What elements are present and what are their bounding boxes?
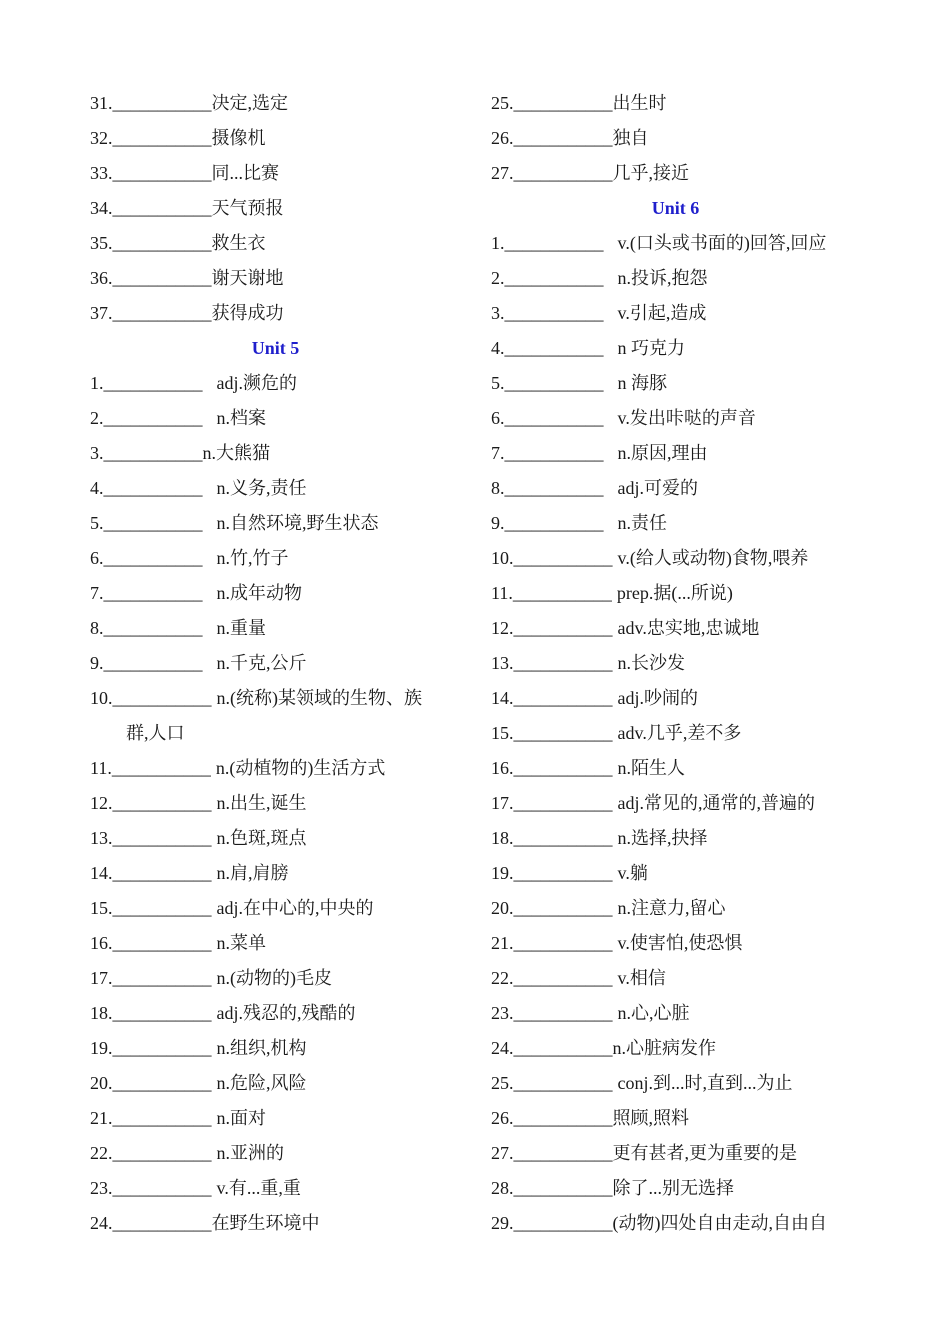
definition: 除了...别无选择 xyxy=(612,1178,734,1198)
item-number: 7. xyxy=(491,443,505,463)
vocab-item xyxy=(90,611,465,646)
answer-blank[interactable]: ___________ xyxy=(112,1038,212,1058)
vocab-item xyxy=(90,1206,465,1241)
item-number: 35. xyxy=(90,233,113,253)
answer-blank[interactable]: ___________ xyxy=(103,478,203,498)
item-number: 9. xyxy=(491,513,505,533)
answer-blank[interactable]: ___________ xyxy=(513,1108,613,1128)
left-column xyxy=(90,86,465,1241)
item-number: 33. xyxy=(90,163,113,183)
item-number: 12. xyxy=(491,618,514,638)
item-number: 6. xyxy=(491,408,505,428)
definition: n 巧克力 xyxy=(617,338,685,358)
vocab-item xyxy=(491,541,866,576)
item-number: 20. xyxy=(90,1073,113,1093)
item-number: 7. xyxy=(90,583,104,603)
answer-blank[interactable]: ___________ xyxy=(112,688,212,708)
item-number: 9. xyxy=(90,653,104,673)
definition: (动物)四处自由走动,自由自 xyxy=(612,1213,827,1233)
vocab-item xyxy=(491,1171,866,1206)
vocab-item xyxy=(491,611,866,646)
definition: 天气预报 xyxy=(211,198,284,218)
item-number: 18. xyxy=(491,828,514,848)
vocab-item xyxy=(491,856,866,891)
answer-blank[interactable]: ___________ xyxy=(512,583,612,603)
item-number: 27. xyxy=(491,1143,514,1163)
answer-blank[interactable]: ___________ xyxy=(112,1143,212,1163)
item-number: 17. xyxy=(90,968,113,988)
vocab-item xyxy=(90,86,465,121)
definition: n.投诉,抱怨 xyxy=(617,268,708,288)
vocab-item xyxy=(90,471,465,506)
item-number: 19. xyxy=(491,863,514,883)
definition: v.(给人或动物)食物,喂养 xyxy=(617,548,809,568)
definition: 获得成功 xyxy=(211,303,284,323)
answer-blank[interactable]: ___________ xyxy=(112,93,212,113)
item-number: 21. xyxy=(491,933,514,953)
answer-blank[interactable]: ___________ xyxy=(103,653,203,673)
item-number: 22. xyxy=(491,968,514,988)
item-number: 32. xyxy=(90,128,113,148)
vocab-item xyxy=(90,821,465,856)
vocab-item xyxy=(491,1066,866,1101)
vocab-item xyxy=(491,226,866,261)
definition: n.(统称)某领域的生物、族 xyxy=(216,688,422,708)
item-number: 8. xyxy=(491,478,505,498)
vocab-item xyxy=(90,576,465,611)
definition: n.原因,理由 xyxy=(617,443,708,463)
answer-blank[interactable]: ___________ xyxy=(513,128,613,148)
answer-blank[interactable]: ___________ xyxy=(504,233,604,253)
definition: adj.可爱的 xyxy=(617,478,698,498)
vocab-item xyxy=(491,786,866,821)
vocab-item xyxy=(90,296,465,331)
vocab-item xyxy=(90,1136,465,1171)
definition: n.心脏病发作 xyxy=(612,1038,716,1058)
item-number: 11. xyxy=(491,583,513,603)
item-number: 17. xyxy=(491,793,514,813)
item-number: 14. xyxy=(90,863,113,883)
vocab-item xyxy=(491,996,866,1031)
item-number: 16. xyxy=(491,758,514,778)
definition: v.有...重,重 xyxy=(216,1178,301,1198)
answer-blank[interactable]: ___________ xyxy=(513,968,613,988)
answer-blank[interactable]: ___________ xyxy=(112,198,212,218)
answer-blank[interactable]: ___________ xyxy=(504,303,604,323)
definition: 更有甚者,更为重要的是 xyxy=(612,1143,797,1163)
definition: n.义务,责任 xyxy=(216,478,307,498)
item-number: 34. xyxy=(90,198,113,218)
answer-blank[interactable]: ___________ xyxy=(513,93,613,113)
definition: n.菜单 xyxy=(216,933,266,953)
vocab-item xyxy=(491,366,866,401)
answer-blank[interactable]: ___________ xyxy=(504,408,604,428)
item-number: 12. xyxy=(90,793,113,813)
item-number: 1. xyxy=(491,233,505,253)
vocab-item xyxy=(90,1171,465,1206)
definition: n 海豚 xyxy=(617,373,667,393)
answer-blank[interactable]: ___________ xyxy=(103,443,203,463)
definition: 独自 xyxy=(612,128,649,148)
answer-blank[interactable]: ___________ xyxy=(112,1178,212,1198)
vocab-item xyxy=(90,401,465,436)
answer-blank[interactable]: ___________ xyxy=(504,268,604,288)
answer-blank[interactable]: ___________ xyxy=(111,758,211,778)
item-number: 13. xyxy=(491,653,514,673)
answer-blank[interactable]: ___________ xyxy=(112,303,212,323)
vocab-item xyxy=(491,1101,866,1136)
definition: adj.在中心的,中央的 xyxy=(216,898,374,918)
answer-blank[interactable]: ___________ xyxy=(513,1003,613,1023)
definition: n.重量 xyxy=(216,618,266,638)
vocab-item xyxy=(90,891,465,926)
definition: prep.据(...所说) xyxy=(616,583,733,603)
item-number: 28. xyxy=(491,1178,514,1198)
answer-blank[interactable]: ___________ xyxy=(112,233,212,253)
definition: n.亚洲的 xyxy=(216,1143,284,1163)
vocab-item xyxy=(491,261,866,296)
answer-blank[interactable]: ___________ xyxy=(112,898,212,918)
item-number: 4. xyxy=(90,478,104,498)
item-number: 14. xyxy=(491,688,514,708)
answer-blank[interactable]: ___________ xyxy=(504,478,604,498)
vocab-item xyxy=(491,121,866,156)
vocab-item xyxy=(90,961,465,996)
item-number: 21. xyxy=(90,1108,113,1128)
item-number: 2. xyxy=(491,268,505,288)
vocab-item xyxy=(491,681,866,716)
item-number: 26. xyxy=(491,128,514,148)
definition: 同...比赛 xyxy=(211,163,279,183)
vocab-item xyxy=(90,156,465,191)
definition: n.出生,诞生 xyxy=(216,793,307,813)
item-number: 13. xyxy=(90,828,113,848)
answer-blank[interactable]: ___________ xyxy=(112,828,212,848)
definition: n.自然环境,野生状态 xyxy=(216,513,379,533)
item-number: 19. xyxy=(90,1038,113,1058)
definition: adv.几乎,差不多 xyxy=(617,723,742,743)
answer-blank[interactable]: ___________ xyxy=(112,933,212,953)
vocab-item xyxy=(90,366,465,401)
definition: 决定,选定 xyxy=(211,93,288,113)
definition: n.大熊猫 xyxy=(202,443,270,463)
answer-blank[interactable]: ___________ xyxy=(103,513,203,533)
vocab-item xyxy=(491,891,866,926)
definition: n.档案 xyxy=(216,408,266,428)
item-number: 6. xyxy=(90,548,104,568)
vocab-item xyxy=(90,926,465,961)
definition: n.千克,公斤 xyxy=(216,653,307,673)
definition-continuation: 群,人口 xyxy=(126,723,185,743)
item-number: 8. xyxy=(90,618,104,638)
vocab-item xyxy=(90,261,465,296)
vocab-item xyxy=(491,506,866,541)
answer-blank[interactable]: ___________ xyxy=(112,163,212,183)
item-number: 23. xyxy=(491,1003,514,1023)
definition: 摄像机 xyxy=(211,128,266,148)
item-number: 29. xyxy=(491,1213,514,1233)
answer-blank[interactable]: ___________ xyxy=(112,1108,212,1128)
item-number: 3. xyxy=(90,443,104,463)
vocab-item xyxy=(90,786,465,821)
definition: n.组织,机构 xyxy=(216,1038,307,1058)
item-number: 18. xyxy=(90,1003,113,1023)
definition: conj.到...时,直到...为止 xyxy=(617,1073,793,1093)
item-number: 15. xyxy=(90,898,113,918)
item-number: 27. xyxy=(491,163,514,183)
item-number: 10. xyxy=(90,688,113,708)
answer-blank[interactable]: ___________ xyxy=(103,583,203,603)
item-number: 26. xyxy=(491,1108,514,1128)
answer-blank[interactable]: ___________ xyxy=(112,1003,212,1023)
vocab-item xyxy=(491,471,866,506)
vocab-item xyxy=(491,1206,866,1241)
vocab-item xyxy=(90,436,465,471)
vocab-item xyxy=(90,226,465,261)
definition: adv.忠实地,忠诚地 xyxy=(617,618,760,638)
vocab-item xyxy=(90,506,465,541)
vocab-item xyxy=(491,1031,866,1066)
definition: n.竹,竹子 xyxy=(216,548,289,568)
vocab-item xyxy=(90,681,465,716)
answer-blank[interactable]: ___________ xyxy=(103,548,203,568)
vocab-item xyxy=(491,961,866,996)
definition: n.面对 xyxy=(216,1108,266,1128)
item-number: 24. xyxy=(491,1038,514,1058)
vocab-item xyxy=(491,86,866,121)
definition: n.陌生人 xyxy=(617,758,685,778)
vocab-item xyxy=(491,646,866,681)
right-column xyxy=(491,86,866,1241)
item-number: 24. xyxy=(90,1213,113,1233)
item-number: 22. xyxy=(90,1143,113,1163)
definition: adj.吵闹的 xyxy=(617,688,698,708)
item-number: 5. xyxy=(90,513,104,533)
item-number: 16. xyxy=(90,933,113,953)
answer-blank[interactable]: ___________ xyxy=(112,793,212,813)
item-number: 23. xyxy=(90,1178,113,1198)
answer-blank[interactable]: ___________ xyxy=(504,338,604,358)
definition: v.相信 xyxy=(617,968,666,988)
answer-blank[interactable]: ___________ xyxy=(112,968,212,988)
definition: v.躺 xyxy=(617,863,648,883)
item-number: 3. xyxy=(491,303,505,323)
answer-blank[interactable]: ___________ xyxy=(103,408,203,428)
answer-blank[interactable]: ___________ xyxy=(103,373,203,393)
definition: 几乎,接近 xyxy=(612,163,689,183)
definition: 谢天谢地 xyxy=(211,268,284,288)
vocab-item xyxy=(90,121,465,156)
definition: v.(口头或书面的)回答,回应 xyxy=(617,233,827,253)
definition: adj.常见的,通常的,普遍的 xyxy=(617,793,815,813)
definition: n.成年动物 xyxy=(216,583,302,603)
answer-blank[interactable]: ___________ xyxy=(112,128,212,148)
answer-blank[interactable]: ___________ xyxy=(513,793,613,813)
vocab-item xyxy=(90,541,465,576)
item-number: 1. xyxy=(90,373,104,393)
unit-heading: Unit 5 xyxy=(251,338,300,358)
vocab-item xyxy=(491,296,866,331)
unit-heading: Unit 6 xyxy=(651,198,700,218)
vocab-item xyxy=(491,751,866,786)
answer-blank[interactable]: ___________ xyxy=(513,723,613,743)
answer-blank[interactable]: ___________ xyxy=(112,1213,212,1233)
definition: 在野生环境中 xyxy=(211,1213,320,1233)
answer-blank[interactable]: ___________ xyxy=(513,898,613,918)
vocab-item xyxy=(491,331,866,366)
definition: n.色斑,斑点 xyxy=(216,828,307,848)
definition: n.选择,抉择 xyxy=(617,828,708,848)
vocab-item xyxy=(90,751,465,786)
item-number: 5. xyxy=(491,373,505,393)
vocab-item xyxy=(491,436,866,471)
vocab-item xyxy=(491,821,866,856)
definition: 照顾,照料 xyxy=(612,1108,689,1128)
definition: n.责任 xyxy=(617,513,667,533)
definition: n.心,心脏 xyxy=(617,1003,690,1023)
answer-blank[interactable]: ___________ xyxy=(112,1073,212,1093)
vocab-item xyxy=(90,856,465,891)
answer-blank[interactable]: ___________ xyxy=(513,618,613,638)
item-number: 10. xyxy=(491,548,514,568)
vocab-item xyxy=(491,1136,866,1171)
definition: n.肩,肩膀 xyxy=(216,863,289,883)
vocab-item xyxy=(90,1031,465,1066)
vocab-item xyxy=(90,191,465,226)
definition: n.长沙发 xyxy=(617,653,685,673)
answer-blank[interactable]: ___________ xyxy=(112,268,212,288)
vocab-item xyxy=(90,1101,465,1136)
item-number: 25. xyxy=(491,1073,514,1093)
vocab-item xyxy=(90,996,465,1031)
definition: v.使害怕,使恐惧 xyxy=(617,933,743,953)
answer-blank[interactable]: ___________ xyxy=(513,1213,613,1233)
definition: n.(动物的)毛皮 xyxy=(216,968,332,988)
item-number: 4. xyxy=(491,338,505,358)
item-number: 25. xyxy=(491,93,514,113)
vocab-item xyxy=(491,576,866,611)
vocab-item xyxy=(90,646,465,681)
answer-blank[interactable]: ___________ xyxy=(504,443,604,463)
answer-blank[interactable]: ___________ xyxy=(513,1073,613,1093)
vocab-item xyxy=(491,716,866,751)
definition: n.(动植物的)生活方式 xyxy=(215,758,386,778)
answer-blank[interactable]: ___________ xyxy=(513,933,613,953)
answer-blank[interactable]: ___________ xyxy=(513,828,613,848)
definition: v.发出咔哒的声音 xyxy=(617,408,756,428)
answer-blank[interactable]: ___________ xyxy=(513,548,613,568)
vocab-item xyxy=(491,926,866,961)
item-number: 31. xyxy=(90,93,113,113)
answer-blank[interactable]: ___________ xyxy=(112,863,212,883)
answer-blank[interactable]: ___________ xyxy=(513,863,613,883)
answer-blank[interactable]: ___________ xyxy=(513,688,613,708)
answer-blank[interactable]: ___________ xyxy=(513,163,613,183)
item-number: 36. xyxy=(90,268,113,288)
item-number: 37. xyxy=(90,303,113,323)
vocab-item xyxy=(90,1066,465,1101)
definition: adj.残忍的,残酷的 xyxy=(216,1003,356,1023)
item-number: 15. xyxy=(491,723,514,743)
answer-blank[interactable]: ___________ xyxy=(513,1178,613,1198)
answer-blank[interactable]: ___________ xyxy=(513,758,613,778)
definition: adj.濒危的 xyxy=(216,373,297,393)
definition: 救生衣 xyxy=(211,233,266,253)
definition: v.引起,造成 xyxy=(617,303,707,323)
answer-blank[interactable]: ___________ xyxy=(513,1143,613,1163)
answer-blank[interactable]: ___________ xyxy=(513,1038,613,1058)
answer-blank[interactable]: ___________ xyxy=(504,513,604,533)
item-number: 2. xyxy=(90,408,104,428)
answer-blank[interactable]: ___________ xyxy=(504,373,604,393)
item-number: 20. xyxy=(491,898,514,918)
definition: 出生时 xyxy=(612,93,667,113)
definition: n.注意力,留心 xyxy=(617,898,726,918)
vocab-item xyxy=(491,156,866,191)
definition: n.危险,风险 xyxy=(216,1073,307,1093)
item-number: 11. xyxy=(90,758,112,778)
answer-blank[interactable]: ___________ xyxy=(513,653,613,673)
vocab-item xyxy=(491,401,866,436)
answer-blank[interactable]: ___________ xyxy=(103,618,203,638)
